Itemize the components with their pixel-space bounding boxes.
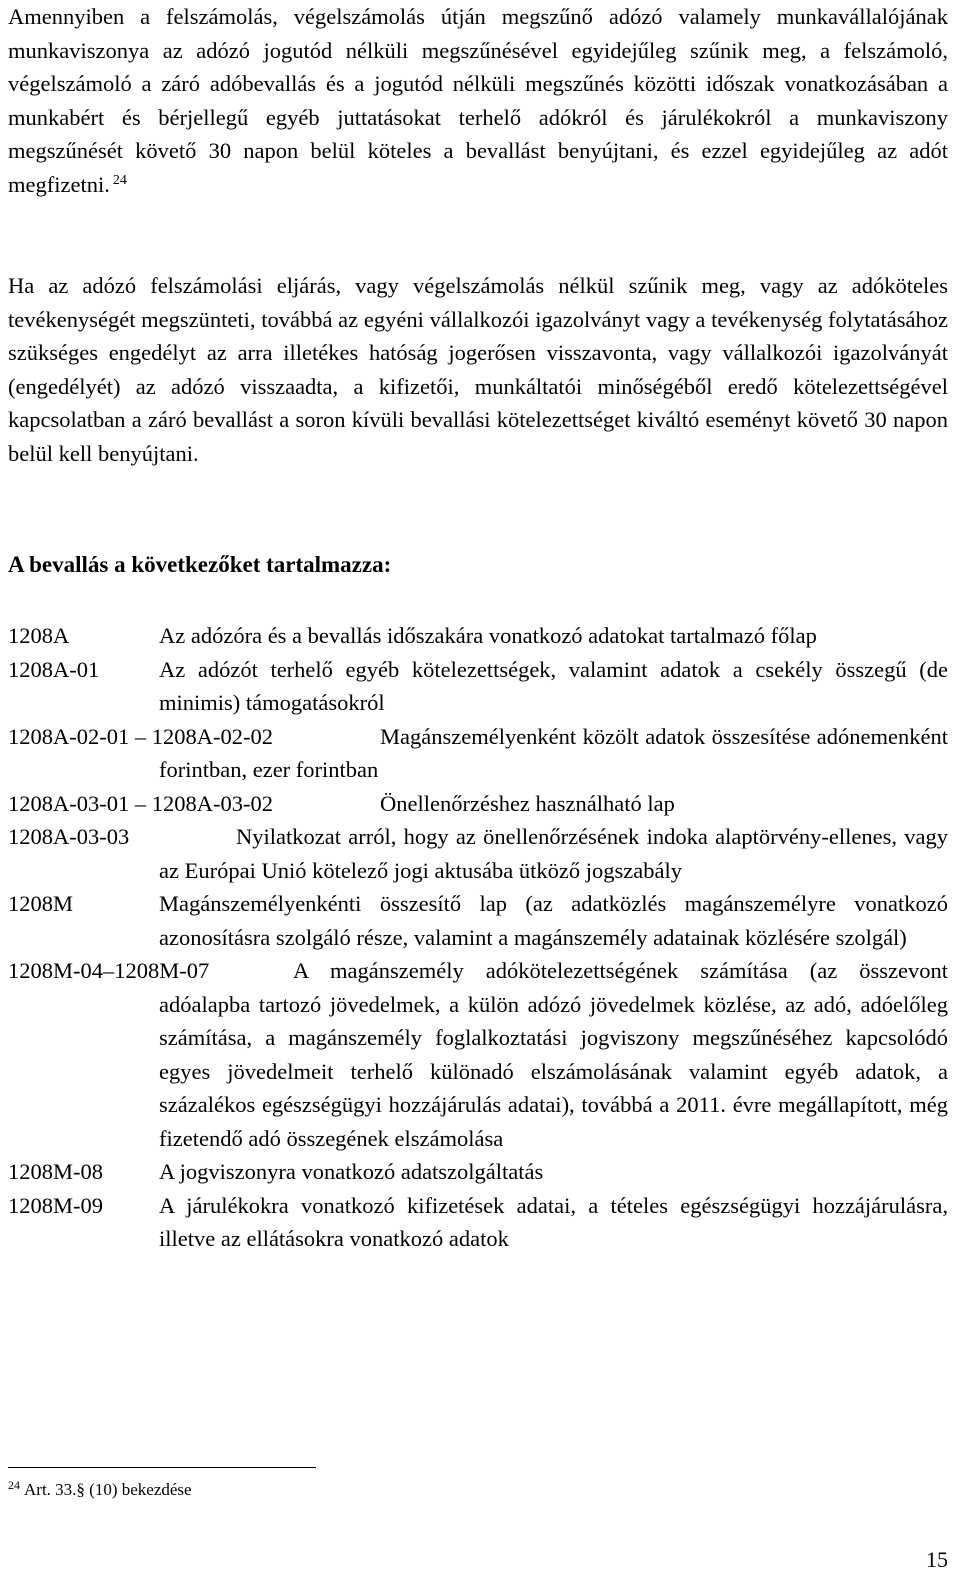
paragraph-1-text: Amennyiben a felszámolás, végelszámolás útján megszűnő adózó valamely munkavállalójának munkaviszonya az adózó jogutód nélküli megszűnésével egyidejűleg szűnik meg, a felszámoló, végelszámoló a záró adóbevallás és a jogutód nélküli megszűnés közötti időszak vonatkozásában a munkabért és bérjellegű egyéb juttatásokat terhelő adókról és járulékokról a munkaviszony megszűnését követő 30 napon belül köteles a bevallást benyújtani, és ezzel egyidejűleg az adót megfizetni. (8, 4, 948, 197)
form-description: Az adózóra és a bevallás időszakára vonatkozó adatokat tartalmazó főlap (159, 623, 817, 648)
list-item (8, 954, 948, 1155)
form-code: 1208A-03-03 (8, 824, 130, 849)
form-code: 1208M-09 (8, 1192, 103, 1218)
form-code: 1208A-02-01 – 1208A-02-02 (8, 723, 273, 749)
list-item (8, 720, 948, 787)
list-item (8, 1155, 948, 1189)
form-code: 1208M (8, 891, 74, 916)
paragraph-liquidation-employees (8, 0, 948, 201)
footnote-reference[interactable]: 24 (112, 172, 127, 188)
form-sheet-list (8, 619, 948, 1256)
footnote-divider (8, 1467, 316, 1468)
list-item (8, 787, 948, 821)
form-code: 1208M-08 (8, 1159, 103, 1184)
list-item (8, 1189, 948, 1256)
form-code: 1208A-03-01 – 1208A-03-02 (8, 790, 273, 816)
form-description: Önellenőrzéshez használható lap (380, 790, 675, 816)
form-description: A magánszemély adókötelezettségének számítása (az összevont adóalapba tartozó jövedelmek, a külön adózó jövedelmek közlése, az adó, adóelőleg számítása, a magánszemély foglalkoztatási jogviszony megszűnéséhez kapcsolódó egyes jövedelmeit terhelő különadó elszámolásának valamint egyéb adatok, a százalékos egészségügyi hozzájárulás adatai), továbbá a 2011. évre megállapított, még fizetendő adó összegének elszámolása (159, 958, 948, 1151)
form-description: Magánszemélyenként közölt adatok összesítése adónemenként forintban, ezer forintban (159, 723, 948, 782)
footnote-number: 24 (8, 1478, 20, 1492)
form-code: 1208A (8, 623, 70, 648)
form-description: Az adózót terhelő egyéb kötelezettségek, valamint adatok a csekély összegű (de minimis) támogatásokról (159, 656, 948, 715)
section-heading: A bevallás a következőket tartalmazza: (8, 552, 392, 577)
form-description: A jogviszonyra vonatkozó adatszolgáltatás (159, 1159, 544, 1184)
list-item (8, 653, 948, 720)
footnote (8, 1478, 192, 1503)
footnote-text: Art. 33.§ (10) bekezdése (24, 1480, 192, 1499)
paragraph-dissolution-without-proceedings: Ha az adózó felszámolási eljárás, vagy végelszámolás nélkül szűnik meg, vagy az adóköteles tevékenységét megszünteti, továbbá az egyéni vállalkozói igazolványt vagy a tevékenység folytatásához szükséges engedélyt az arra illetékes hatóság jogerősen visszavonta, vagy vállalkozói igazolványát (engedélyét) az adózó visszaadta, a kifizetői, munkáltatói minőségéből eredő kötelezettségével kapcsolatban a záró bevallást a soron kívüli bevallási kötelezettséget kiváltó eseményt követő 30 napon belül kell benyújtani. (8, 273, 948, 466)
list-item (8, 619, 948, 653)
list-item (8, 887, 948, 954)
form-description: Nyilatkozat arról, hogy az önellenőrzésének indoka alaptörvény-ellenes, vagy az Európai Unió kötelező jogi aktusába ütköző jogszabály (159, 824, 948, 883)
form-code: 1208M-04–1208M-07 (8, 958, 210, 983)
page-number: 15 (926, 1547, 948, 1572)
form-description: A járulékokra vonatkozó kifizetések adatai, a tételes egészségügyi hozzájárulásra, illetve az ellátásokra vonatkozó adatok (159, 1192, 948, 1251)
form-description: Magánszemélyenkénti összesítő lap (az adatközlés magánszemélyre vonatkozó azonosításra szolgáló része, valamint a magánszemély adatainak közlésére szolgál) (159, 891, 948, 950)
form-code: 1208A-01 (8, 656, 100, 682)
list-item (8, 820, 948, 887)
